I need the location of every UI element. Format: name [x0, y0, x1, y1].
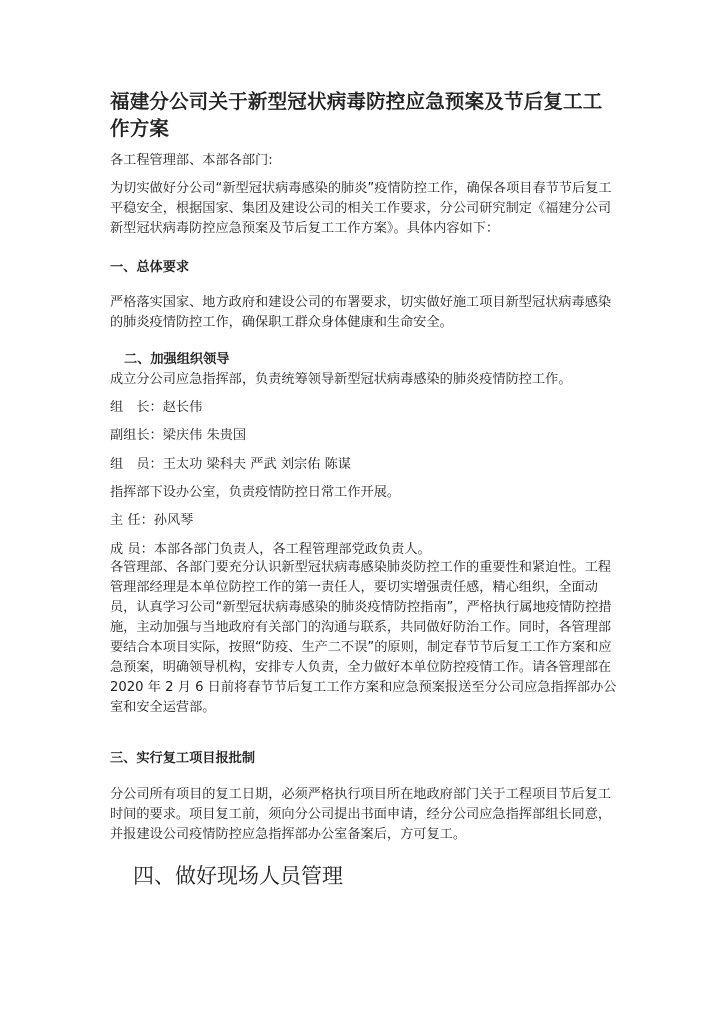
section-4-heading: 四、做好现场人员管理	[133, 864, 343, 888]
section-3-heading: 三、实行复工项目报批制	[110, 751, 256, 766]
office-line: 指挥部下设办公室，负责疫情防控日常工作开展。	[110, 485, 401, 500]
section-2-text: 成立分公司应急指挥部，负责统筹领导新型冠状病毒感染的肺炎疫情防控工作。	[110, 372, 572, 387]
office-members-line: 成 员：本部各部门负责人，各工程管理部党政负责人。	[110, 542, 431, 557]
deputy-line: 副组长：梁庆伟 朱贵国	[110, 428, 247, 443]
section-1-text: 严格落实国家、地方政府和建设公司的布署要求，切实做好施工项目新型冠状病毒感染的肺炎疫情防控工作，确保职工群众身体健康和生命安全。	[110, 295, 612, 330]
leader-line: 组 长：赵长伟	[110, 400, 203, 415]
section-1-heading: 一、总体要求	[110, 260, 190, 275]
document-title: 福建分公司关于新型冠状病毒防控应急预案及节后复工工作方案	[110, 90, 603, 140]
intro-paragraph: 为切实做好分公司“新型冠状病毒感染的肺炎”疫情防控工作，确保各项目春节节后复工平稳安全，根据国家、集团及建设公司的相关工作要求，分公司研究制定《福建分公司新型冠状病毒防控应急预案及节后复工工作方案》。具体内容如下：	[110, 181, 612, 236]
section-2-detail: 各管理部、各部门要充分认识新型冠状病毒感染肺炎防控工作的重要性和紧迫性。工程管理部经理是本单位防控工作的第一责任人，要切实增强责任感，精心组织，全面动员，认真学习公司“新型冠状病毒感染的肺炎疫情防控指南”，严格执行属地疫情防控措施，主动加强与当地政府有关部门的沟通与联系，共同做好防治工作。同时，各管理部要结合本项目实际，按照“防疫、生产二不误”的原则，制定春节节后复工工作方案和应急预案，明确领导机构，安排专人负责，全力做好本单位防控疫情工作。请各管理部在 2020 年 2 月 6 日前将春节节后复工工作方案和应急预案报送至分公司应急指挥部办公室和安全运营部。	[110, 560, 617, 715]
section-2-heading: 二、加强组织领导	[124, 352, 230, 367]
members-line: 组 员：王太功 梁科夫 严武 刘宗佑 陈谋	[110, 457, 351, 472]
section-3-text: 分公司所有项目的复工日期，必须严格执行项目所在地政府部门关于工程项目节后复工时间的要求。项目复工前，须向分公司提出书面申请，经分公司应急指挥部组长同意，并报建设公司疫情防控应急指挥部办公室备案后，方可复工。	[110, 787, 612, 842]
salutation: 各工程管理部、本部各部门:	[110, 153, 273, 168]
director-line: 主 任：孙风琴	[110, 513, 194, 528]
